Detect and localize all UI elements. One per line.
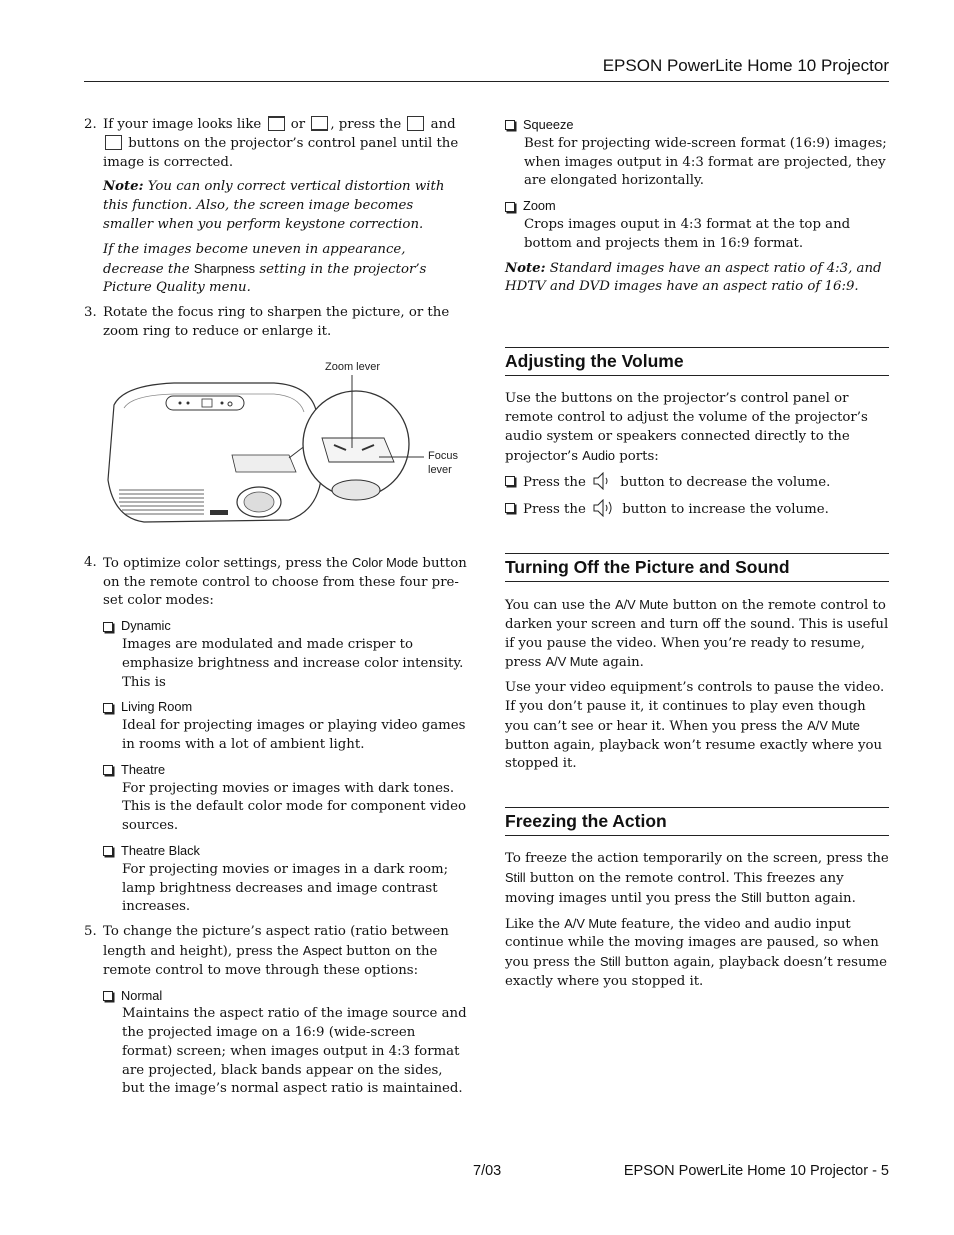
footer-date: 7/03 [473,1163,502,1179]
list-item: Squeeze Best for projecting wide-screen format (16:9) images; when images output in 4:3 format are projected, they are elongated horizontally. [505,116,889,191]
checkbox-bullet-icon [505,202,515,212]
projector-figure [84,350,467,540]
list-item: Normal Maintains the aspect ratio of the image source and the projected image on a 16:9 (wide-screen format) screen; when images output in 4:3 format are projected, black bands appear on the sides, but the image’s normal aspect ratio is maintained. [103,987,467,1100]
section-heading: Freezing the Action [505,811,667,832]
list-item: Press the button to increase the volume. [505,499,889,520]
right-column [505,116,889,998]
list-item: Press the button to decrease the volume. [505,472,889,493]
list-item: Theatre Black For projecting movies or images in a dark room; lamp brightness decreases and image contrast increases. [103,842,467,917]
list-item: Living Room Ideal for projecting images or playing video games in rooms with a lot of ambient light. [103,698,467,754]
step-5: 5. To change the picture’s aspect ratio (ratio between length and height), press the Aspect button on the remote control to move through these options: Normal Maintains the aspect ratio of the image source and the projected image on a 16:9 (wide-screen format) screen; when images output in 4:3 format are projected, black bands appear on the sides, but the image’s normal aspect ratio is maintained. [84,923,467,1099]
section-heading: Adjusting the Volume [505,351,684,372]
color-mode-list [103,617,467,917]
list-item: Zoom Crops images ouput in 4:3 format at the top and bottom and projects them in 16:9 format. [505,197,889,253]
step-2: 2. If your image looks like or , press the and buttons on the projector’s control panel until the image is corrected. [84,117,459,170]
list-item: Theatre For projecting movies or images with dark tones. This is the default color mode for component video sources. [103,761,467,836]
checkbox-bullet-icon [103,703,113,713]
footer-title: EPSON PowerLite Home 10 Projector - 5 [623,1163,889,1179]
projector-illustration [84,350,467,540]
focus-lever-label: Focus lever [428,449,458,476]
step-4: 4. To optimize color settings, press the Color Mode button on the remote control to choose from these four pre-set color modes: Dynamic Images are modulated and made crisper to emphasize brightness and increase color intensity. This is Living Room Ideal for projecting images or playing video games in rooms with a lot of ambient light. Theatre For projecting movies or images with dark tones. This is the default color mode for component video sources. Theatre Black For projecting movies or images in a dark room; lamp brightness decreases and image contrast increases. [84,554,467,917]
section-turn-off: Turning Off the Picture and Sound You can use the A/V Mute button on the remote control to darken your screen and turn off the sound. This is useful if you pause the video. When you’re ready to resume, press A/V Mute again. Use your video equipment’s controls to pause the video. If you don’t pause it, it continues to play even though you can’t see or hear it. When you press the A/V Mute button again, playback won’t resume exactly where you stopped it. [505,553,889,774]
header-title: EPSON PowerLite Home 10 Projector [602,56,889,75]
note-sharpness: If the images become uneven in appearance, decrease the Sharpness setting in the projector’s Picture Quality menu. [103,241,427,296]
keystone-down-button-icon [105,135,122,150]
left-column [84,116,467,1105]
step-3: 3. Rotate the focus ring to sharpen the picture, or the zoom ring to reduce or enlarge it. [84,305,450,339]
keystone-bottom-wide-icon [311,116,328,131]
zoom-lever-label: Zoom lever [325,360,381,373]
checkbox-bullet-icon [505,503,515,513]
checkbox-bullet-icon [103,765,113,775]
section-heading: Turning Off the Picture and Sound [505,556,790,577]
volume-up-icon [593,499,615,517]
checkbox-bullet-icon [103,846,113,856]
step-number: 2. [84,117,97,132]
checkbox-bullet-icon [103,991,113,1001]
checkbox-bullet-icon [103,622,113,632]
section-freeze: Freezing the Action To freeze the action temporarily on the screen, press the Still button on the remote control. This freezes any moving images until you press the Still button again. Like the A/V Mute feature, the video and audio input continue while the moving images are paused, so when you press the Still button again, playback doesn’t resume exactly where you stopped it. [505,807,889,992]
aspect-list [103,987,467,1100]
note-keystone: Note: You can only correct vertical distortion with this function. Also, the screen image becomes smaller when you perform keystone correction. [103,179,445,232]
list-item: Dynamic Images are modulated and made crisper to emphasize brightness and increase color intensity. This is [103,617,467,692]
section-volume: Adjusting the Volume Use the buttons on the projector’s control panel or remote control to adjust the volume of the projector’s audio system or speakers connected directly to the projector’s Audio ports: Press the button to decrease the volume. Press the button to increase the volume. [505,347,889,520]
keystone-top-wide-icon [268,116,285,131]
checkbox-bullet-icon [505,476,515,486]
keystone-up-button-icon [407,116,424,131]
checkbox-bullet-icon [505,120,515,130]
page-header [84,56,889,82]
note-aspect-ratio: Note: Standard images have an aspect ratio of 4:3, and HDTV and DVD images have an aspect ratio of 16:9. [505,260,882,295]
volume-down-icon [593,472,613,490]
